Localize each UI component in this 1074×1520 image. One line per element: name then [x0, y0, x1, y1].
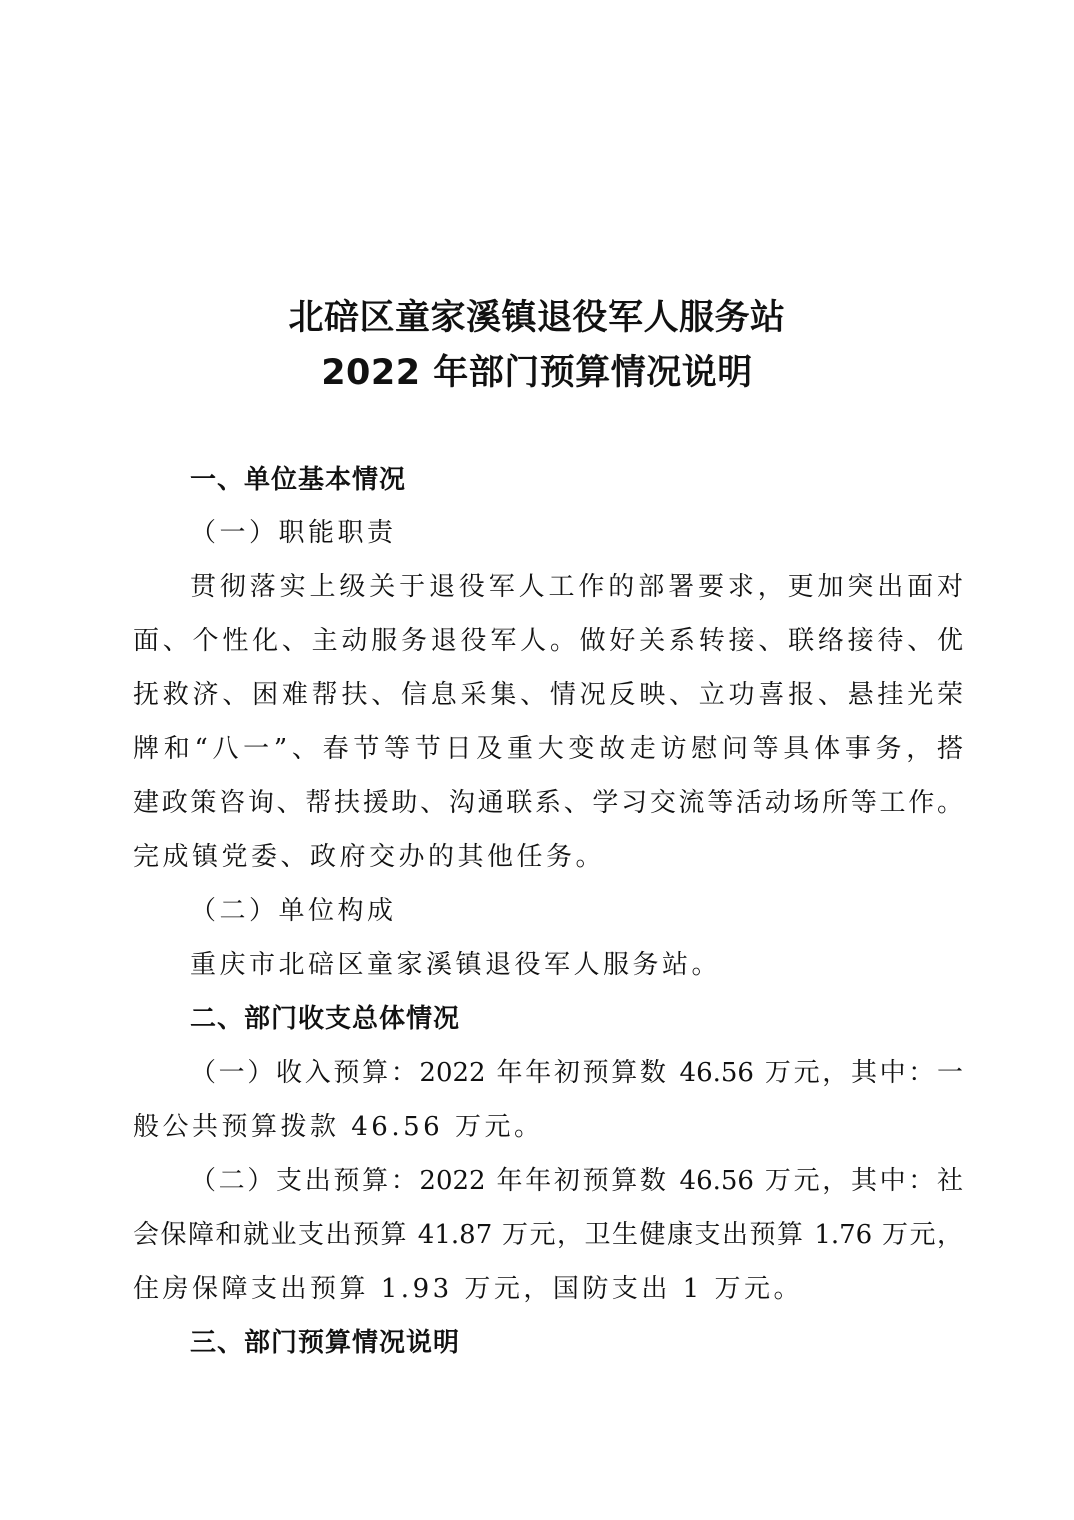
paragraph-line: 建政策咨询、帮扶援助、沟通联系、学习交流等活动场所等工作。	[133, 788, 963, 818]
section-heading-budget-description: 三、部门预算情况说明	[190, 1328, 461, 1358]
paragraph-line: 般公共预算拨款 46.56 万元。	[133, 1112, 544, 1142]
paragraph-line: 贯彻落实上级关于退役军人工作的部署要求，更加突出面对	[190, 572, 963, 602]
document-title-line2: 2022 年部门预算情况说明	[321, 353, 753, 393]
paragraph-line: 完成镇党委、政府交办的其他任务。	[133, 842, 606, 872]
paragraph-line: （一）收入预算：2022 年年初预算数 46.56 万元，其中：一	[190, 1058, 963, 1088]
subheading-functions: （一）职能职责	[190, 518, 397, 548]
section-heading-revenue-expenditure: 二、部门收支总体情况	[190, 1004, 461, 1034]
paragraph-line: （二）支出预算：2022 年年初预算数 46.56 万元，其中：社	[190, 1166, 963, 1196]
paragraph-line: 抚救济、困难帮扶、信息采集、情况反映、立功喜报、悬挂光荣	[133, 680, 963, 710]
paragraph-composition: 重庆市北碚区童家溪镇退役军人服务站。	[190, 950, 722, 980]
paragraph-line: 住房保障支出预算 1.93 万元，国防支出 1 万元。	[133, 1274, 803, 1304]
paragraph-line: 牌和“八一”、春节等节日及重大变故走访慰问等具体事务，搭	[133, 734, 963, 764]
subheading-composition: （二）单位构成	[190, 896, 397, 926]
paragraph-line: 面、个性化、主动服务退役军人。做好关系转接、联络接待、优	[133, 626, 963, 656]
section-heading-basic-info: 一、单位基本情况	[190, 465, 407, 495]
paragraph-line: 会保障和就业支出预算 41.87 万元，卫生健康支出预算 1.76 万元，	[133, 1220, 963, 1250]
document-title-line1: 北碚区童家溪镇退役军人服务站	[288, 298, 786, 338]
